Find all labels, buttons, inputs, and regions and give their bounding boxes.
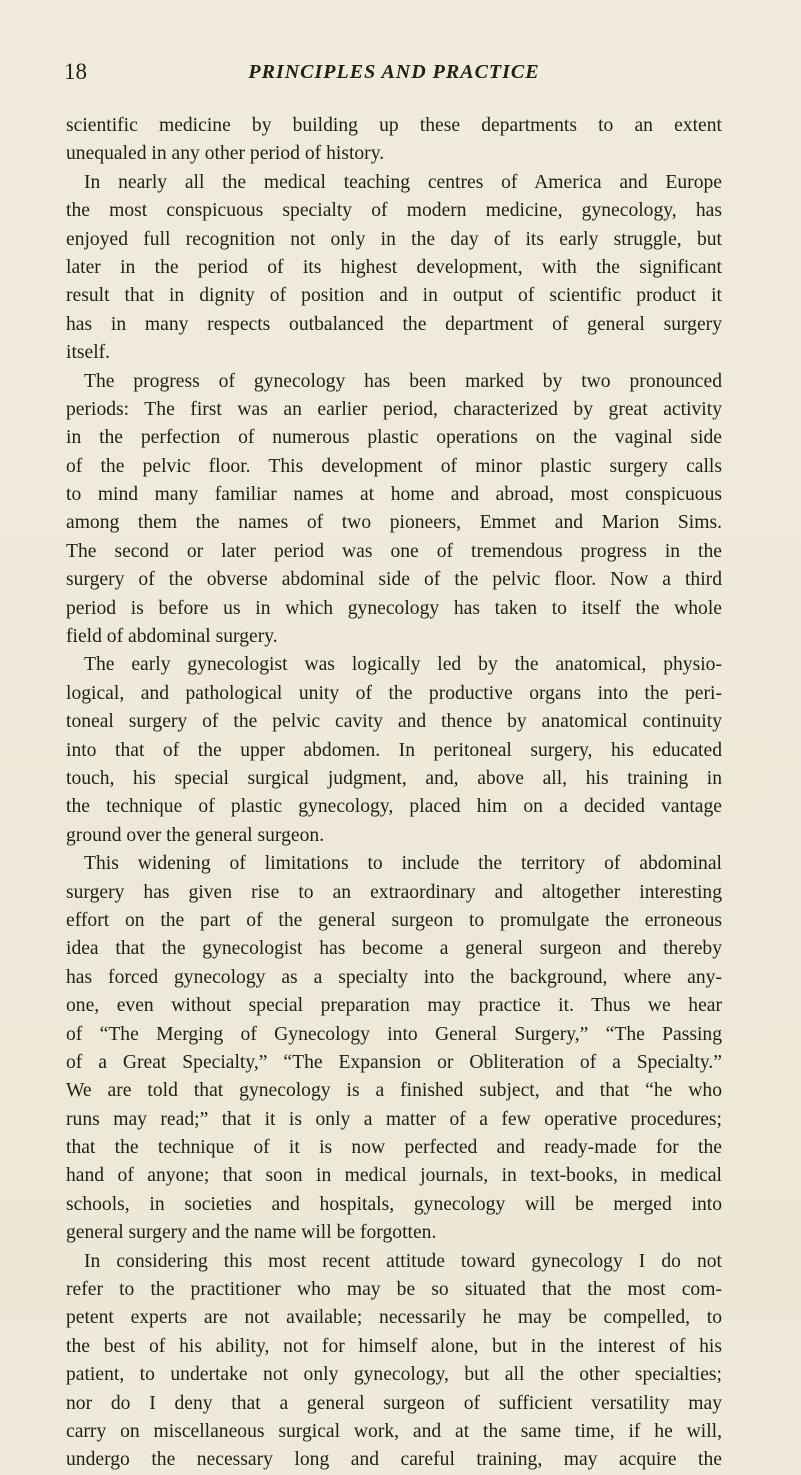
text-line: hand of anyone; that soon in medical journals, in text-books, in medical [66,1165,722,1187]
text-line: The early gynecologist was logically led by the anatomical, physio- [84,654,722,676]
text-line: result that in dignity of position and in output of scientific product it [66,285,722,307]
text-line: itself. [66,342,111,364]
text-line: one, even without special preparation may practice it. Thus we hear [66,995,722,1017]
text-line: We are told that gynecology is a finished subject, and that “he who [66,1080,722,1102]
text-line: general surgery and the name will be forgotten. [66,1222,437,1244]
text-line: among them the names of two pioneers, Emmet and Marion Sims. [66,512,722,534]
text-line: field of abdominal surgery. [66,626,278,648]
body-text [66,112,722,1475]
text-line: schools, in societies and hospitals, gynecology will be merged into [66,1193,722,1215]
text-line: nor do I deny that a general surgeon of sufficient versatility may [66,1392,722,1414]
text-line: undergo the necessary long and careful training, may acquire the [66,1449,722,1471]
text-line: ground over the general surgeon. [66,824,325,846]
text-line: unequaled in any other period of history. [66,143,385,165]
text-line: effort on the part of the general surgeon to promulgate the erroneous [66,909,722,931]
text-line: In nearly all the medical teaching centres of America and Europe [84,171,722,193]
text-line: of a Great Specialty,” “The Expansion or Obliteration of a Specialty.” [66,1051,722,1073]
text-line: in the perfection of numerous plastic operations on the vaginal side [66,427,722,449]
text-line: The progress of gynecology has been marked by two pronounced [84,370,722,392]
text-line: later in the period of its highest development, with the significant [66,256,722,278]
text-line: has forced gynecology as a specialty into the background, where any- [66,966,722,988]
paragraph [66,169,722,368]
paragraph [66,368,722,652]
paragraph [66,651,722,850]
text-line: to mind many familiar names at home and abroad, most conspicuous [66,484,722,506]
text-line: toneal surgery of the pelvic cavity and thence by anatomical continuity [66,711,722,733]
paragraph [66,850,722,1247]
text-line: refer to the practitioner who may be so situated that the most com- [66,1279,722,1301]
text-line: the best of his ability, not for himself alone, but in the interest of his [66,1335,722,1357]
text-line: runs may read;” that it is only a matter of a few operative procedures; [66,1108,722,1130]
text-line: patient, to undertake not only gynecology, but all the other specialties; [66,1364,722,1386]
text-line: the most conspicuous specialty of modern medicine, gynecology, has [66,200,722,222]
text-line: scientific medicine by building up these departments to an extent [66,115,722,136]
paragraph [66,112,722,169]
text-line: This widening of limitations to include the territory of abdominal [84,853,722,875]
running-title: PRINCIPLES AND PRACTICE [248,61,540,83]
text-line: In considering this most recent attitude toward gynecology I do not [84,1250,722,1272]
text-line: periods: The first was an earlier period, characterized by great activity [66,398,722,420]
running-head [64,58,724,86]
text-line: surgery has given rise to an extraordinary and altogether interesting [66,881,722,903]
text-line: petent experts are not available; necessarily he may be compelled, to [66,1307,722,1329]
text-line: touch, his special surgical judgment, and, above all, his training in [66,767,722,789]
text-line: of “The Merging of Gynecology into General Surgery,” “The Passing [66,1023,722,1045]
text-line: the technique of plastic gynecology, placed him on a decided vantage [66,796,722,818]
text-line: surgery of the obverse abdominal side of the pelvic floor. Now a third [66,569,722,591]
text-line: into that of the upper abdomen. In peritoneal surgery, his educated [66,739,722,761]
text-line: has in many respects outbalanced the department of general surgery [66,313,722,335]
text-line: logical, and pathological unity of the productive organs into the peri- [66,682,722,704]
text-line: of the pelvic floor. This development of minor plastic surgery calls [66,455,722,477]
paragraph [66,1248,722,1475]
page-number: 18 [64,59,87,84]
text-line: enjoyed full recognition not only in the day of its early struggle, but [66,228,722,250]
text-line: period is before us in which gynecology has taken to itself the whole [66,597,722,619]
text-line: carry on miscellaneous surgical work, and at the same time, if he will, [66,1420,722,1442]
text-line: that the technique of it is now perfected and ready-made for the [66,1137,722,1159]
text-line: idea that the gynecologist has become a general surgeon and thereby [66,938,722,960]
text-line: The second or later period was one of tremendous progress in the [66,540,722,562]
